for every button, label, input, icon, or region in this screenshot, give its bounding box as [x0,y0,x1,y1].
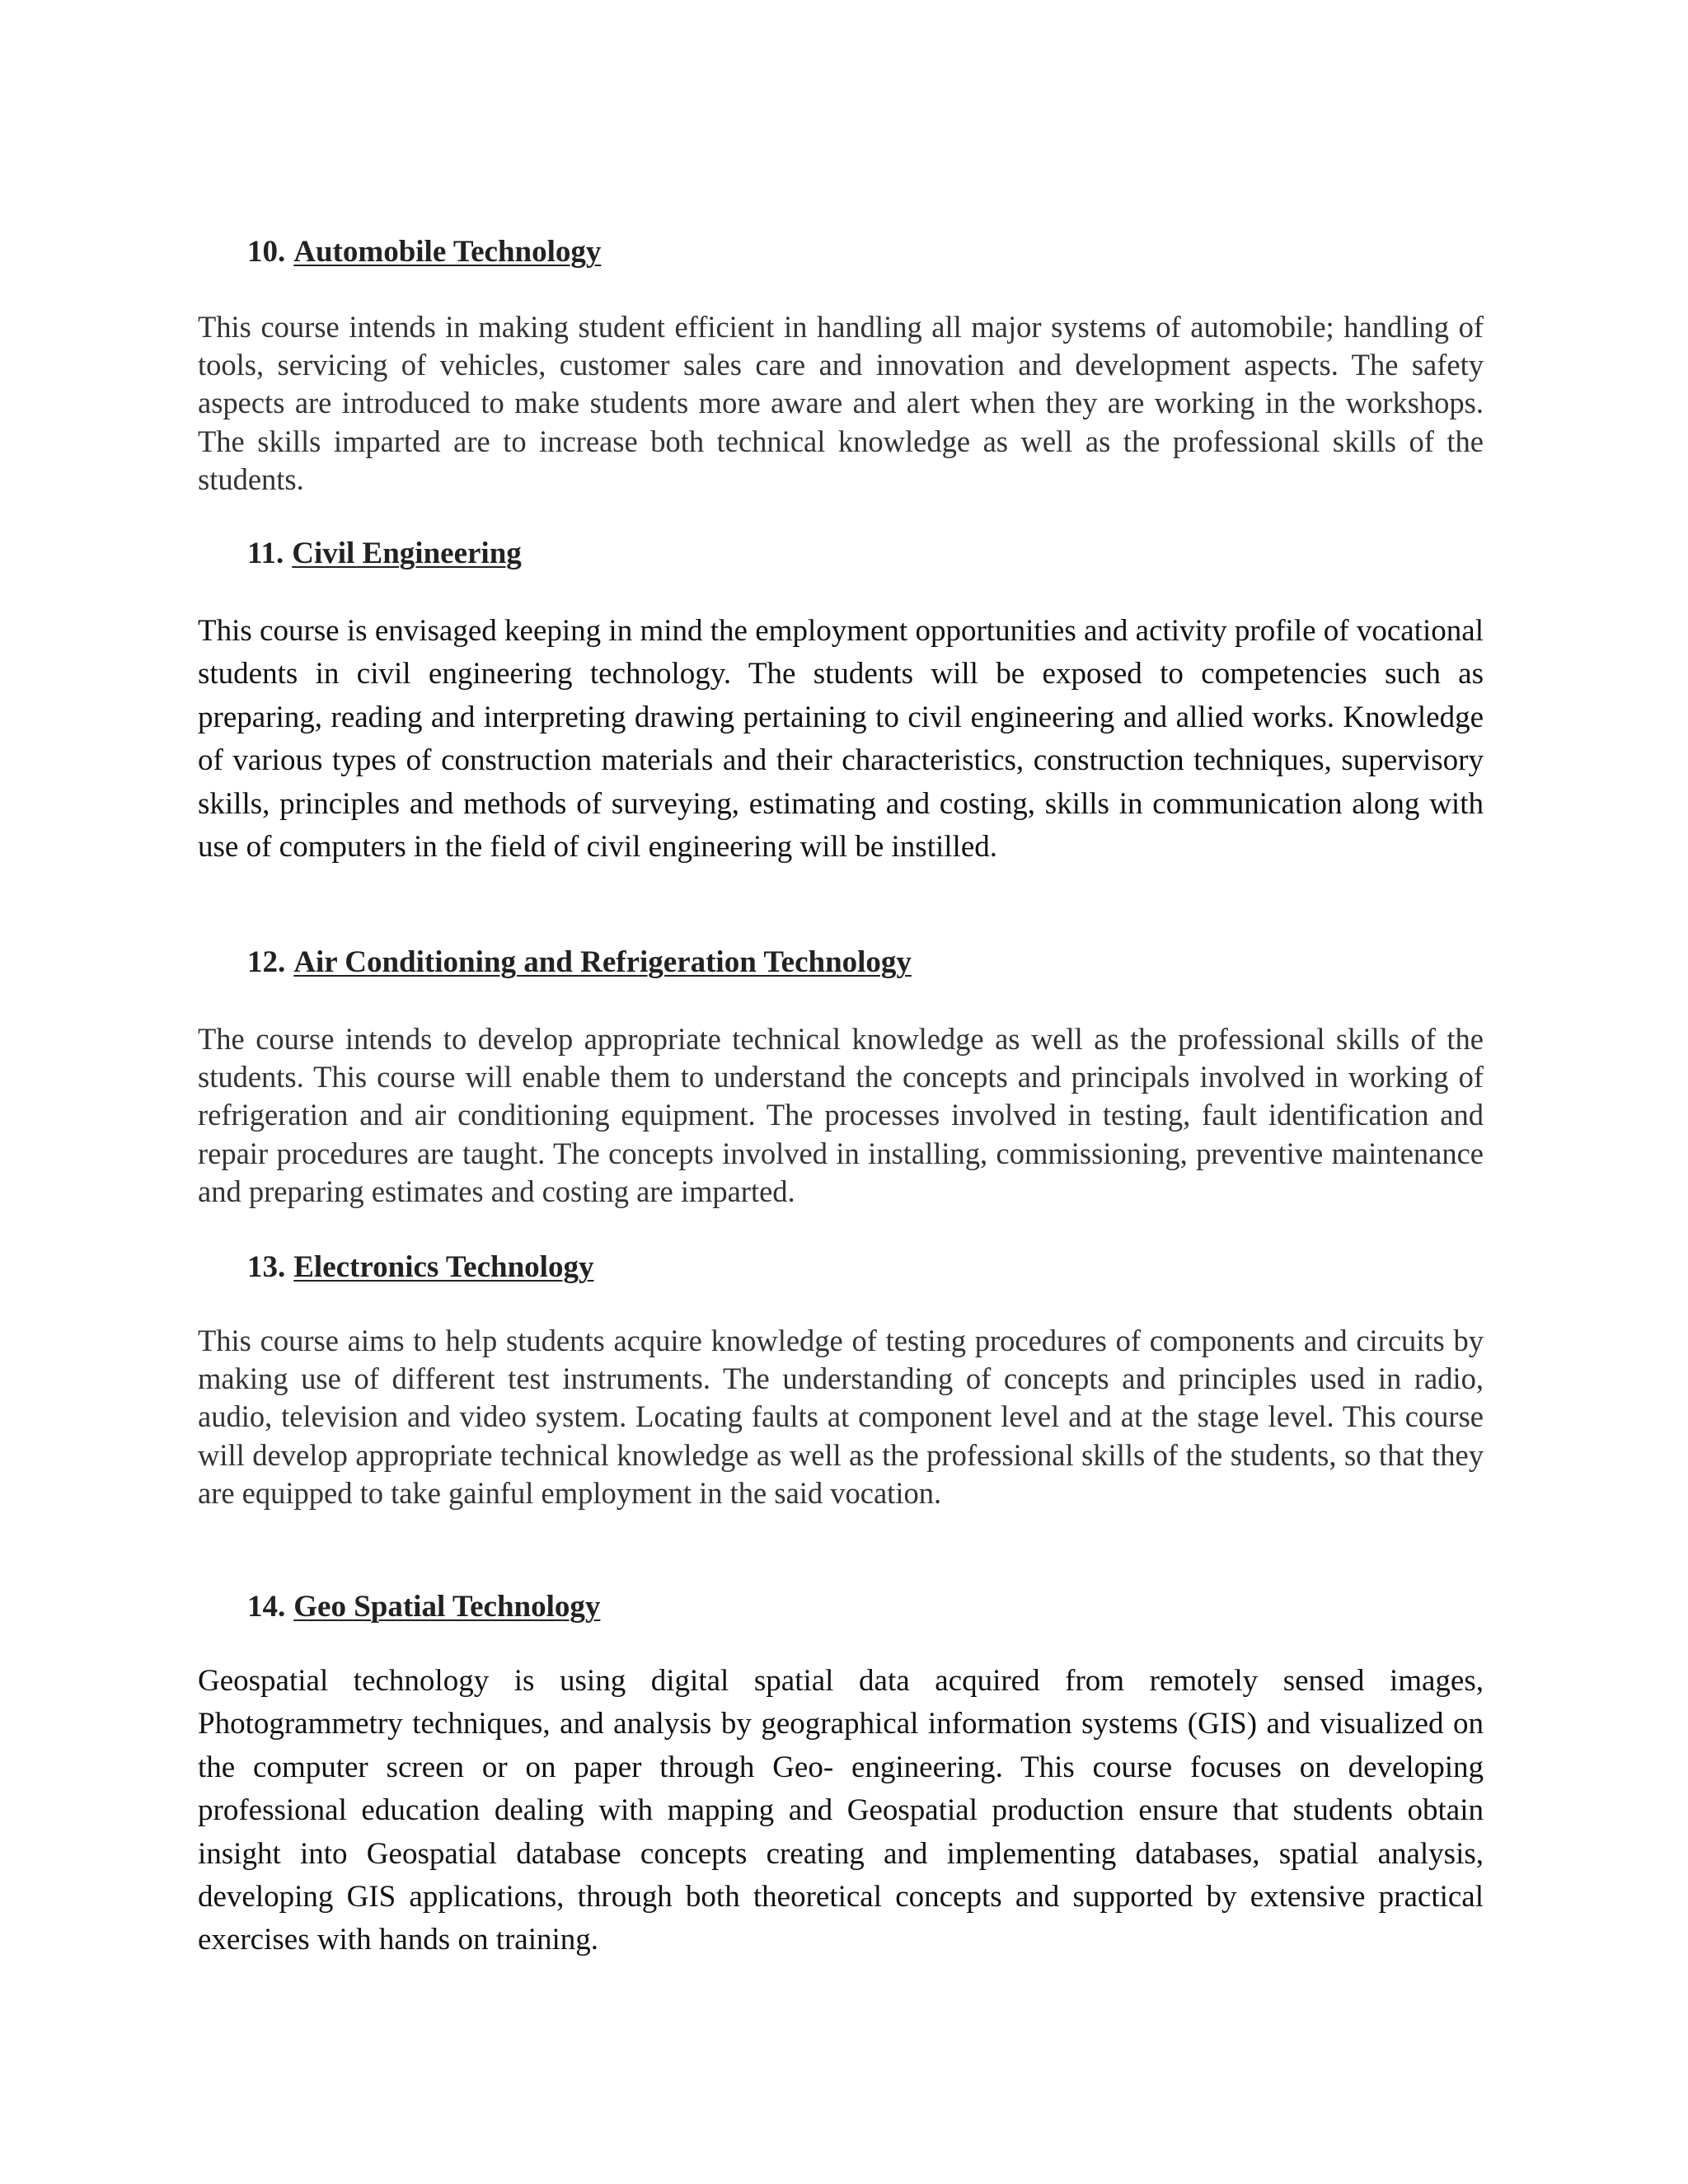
section-number: 11. [247,537,284,570]
section-body-air-conditioning-refrigeration: The course intends to develop appropriate technical knowledge as well as the professional skills of the students. This course will enable them to understand the concepts and principals involved in working of refrigeration and air conditioning equipment. The processes involved in testing, fault identification and repair procedures are taught. The concepts involved in installing, commissioning, preventive maintenance and preparing estimates and costing are imparted. [198,1022,1484,1208]
section-body-automobile-technology: This course intends in making student efficient in handling all major systems of automobile; handling of tools, servicing of vehicles, customer sales care and innovation and development aspects. The safety aspects are introduced to make students more aware and alert when they are working in the workshops. The skills imparted are to increase both technical knowledge as well as the professional skills of the students. [198,310,1484,496]
section-heading-automobile-technology [247,234,601,270]
section-title: Geo Spatial Technology [293,1590,601,1624]
section-heading-electronics-technology [247,1249,593,1286]
section-number: 14. [247,1590,286,1624]
section-number: 13. [247,1250,286,1284]
section-body-geo-spatial-technology: Geospatial technology is using digital spatial data acquired from remotely sensed images, Photogrammetry techniques, and analysis by geographical information systems (GIS) and visualized on the computer screen or on paper through Geo- engineering. This course focuses on developing professional education dealing with mapping and Geospatial production ensure that students obtain insight into Geospatial database concepts creating and implementing databases, spatial analysis, developing GIS applications, through both theoretical concepts and supported by extensive practical exercises with hands on training. [198,1664,1484,1957]
section-number: 10. [247,235,286,269]
section-heading-air-conditioning-refrigeration [247,944,912,981]
section-title: Automobile Technology [293,235,602,269]
section-number: 12. [247,945,286,979]
section-title: Civil Engineering [292,537,522,570]
section-title: Air Conditioning and Refrigeration Technology [293,945,912,979]
section-heading-geo-spatial-technology [247,1589,600,1625]
section-body-electronics-technology: This course aims to help students acquire knowledge of testing procedures of components and circuits by making use of different test instruments. The understanding of concepts and principles used in radio, audio, television and video system. Locating faults at component level and at the stage level. This course will develop appropriate technical knowledge as well as the professional skills of the students, so that they are equipped to take gainful employment in the said vocation. [198,1324,1484,1510]
section-heading-civil-engineering [247,536,522,572]
section-body-civil-engineering: This course is envisaged keeping in mind the employment opportunities and activity profile of vocational students in civil engineering technology. The students will be exposed to competencies such as preparing, reading and interpreting drawing pertaining to civil engineering and allied works. Knowledge of various types of construction materials and their characteristics, construction techniques, supervisory skills, principles and methods of surveying, estimating and costing, skills in communication along with use of computers in the field of civil engineering will be instilled. [198,614,1484,865]
section-title: Electronics Technology [293,1250,594,1284]
